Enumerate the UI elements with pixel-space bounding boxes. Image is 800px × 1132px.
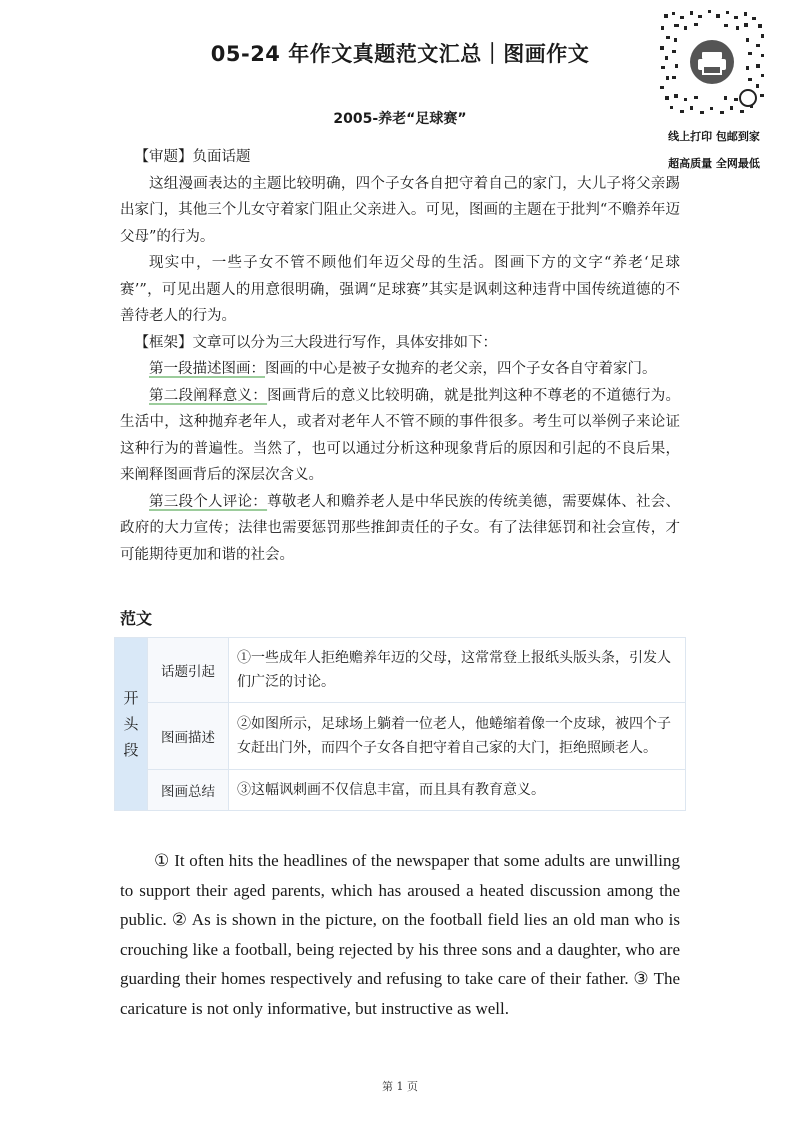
framework-item-text: 尊敬老人和赡养老人是中华民族的传统美德，需要媒体、社会、政府的大力宣传；法律也需要惩罚那些推卸责任的子女。有了法律惩罚和社会宣传，才可能期待更加和谐的社会。	[120, 493, 681, 563]
row-label: 图画描述	[148, 703, 229, 770]
page-number: 第 1 页	[382, 1080, 418, 1093]
framework-item-label: 第二段阐释意义：	[149, 387, 268, 404]
page-title: 05-24 年作文真题范文汇总｜图画作文	[210, 42, 590, 66]
paragraph-label-char: 头	[123, 715, 139, 733]
row-label: 话题引起	[148, 638, 229, 703]
analysis-paragraph: 这组漫画表达的主题比较明确，四个子女各自把守着自己的家门，大儿子将父亲踢出家门，其他三个儿女守着家门阻止父亲进入。可见，图画的主题在于批判“不赡养年迈父母”的行为。	[120, 175, 680, 245]
framework-item-text: 图画背后的意义比较明确，就是批判这种不尊老的不道德行为。生活中，这种抛弃老年人，或者对老年人不管不顾的事件很多。考生可以举例子来论证这种行为的普遍性。当然了，也可以通过分析这种现象背后的原因和引起的不良后果，来阐释图画背后的深层次含义。	[120, 387, 681, 483]
sample-essay-heading: 范文	[120, 609, 153, 628]
framework-item-1	[120, 356, 680, 383]
framework-label: 【框架】文章可以分为三大段进行写作，具体安排如下：	[134, 334, 497, 351]
english-sample-paragraph	[120, 846, 680, 1023]
analysis-paragraph: 现实中，一些子女不管不顾他们年迈父母的生活。图画下方的文字“养老‘足球赛’”，可见出题人的用意很明确，强调“足球赛”其实是讽刺这种违背中国传统道德的不善待老人的行为。	[120, 255, 680, 324]
framework-item-text: 图画的中心是被子女抛弃的老父亲，四个子女各自守着家门。	[265, 361, 657, 377]
analysis-section	[120, 144, 680, 568]
row-text: ③这幅讽刺画不仅信息丰富，而且具有教育意义。	[229, 770, 686, 811]
essay-subtitle: 2005-养老“足球赛”	[333, 111, 467, 127]
framework-item-3	[120, 489, 680, 569]
framework-item-label: 第一段描述图画：	[149, 361, 265, 377]
opening-paragraph-outline	[114, 637, 686, 811]
row-text: ①一些成年人拒绝赡养年迈的父母，这常常登上报纸头版头条，引发人们广泛的讨论。	[229, 638, 686, 703]
table-row	[115, 703, 686, 770]
english-text: ① It often hits the headlines of the newspaper that some adults are unwilling to support their aged parents, which has aroused a heated discussion among the public. ② As is shown in the picture, on the football field lies an old man who is crouching like a football, being rejected by his three sons and a daughter, who are guarding their homes respectively and refusing to take care of their father. ③ The caricature is not only informative, but instructive as well.	[120, 851, 680, 1018]
paragraph-label	[115, 638, 148, 811]
row-label: 图画总结	[148, 770, 229, 811]
table-row	[115, 638, 686, 703]
paragraph-label-char: 开	[123, 689, 139, 707]
table-row	[115, 770, 686, 811]
framework-item-2	[120, 383, 680, 489]
qr-caption-line1: 线上打印 包邮到家	[668, 130, 760, 143]
framework-item-label: 第三段个人评论：	[149, 493, 268, 510]
topic-review-label: 【审题】负面话题	[134, 149, 251, 165]
qr-code-icon	[658, 8, 766, 116]
qr-caption-line2: 超高质量 全网最低	[668, 157, 760, 170]
row-text: ②如图所示，足球场上躺着一位老人，他蜷缩着像一个皮球，被四个子女赶出门外，而四个子女各自把守着自己家的大门，拒绝照顾老人。	[229, 703, 686, 770]
paragraph-label-char: 段	[123, 741, 139, 759]
